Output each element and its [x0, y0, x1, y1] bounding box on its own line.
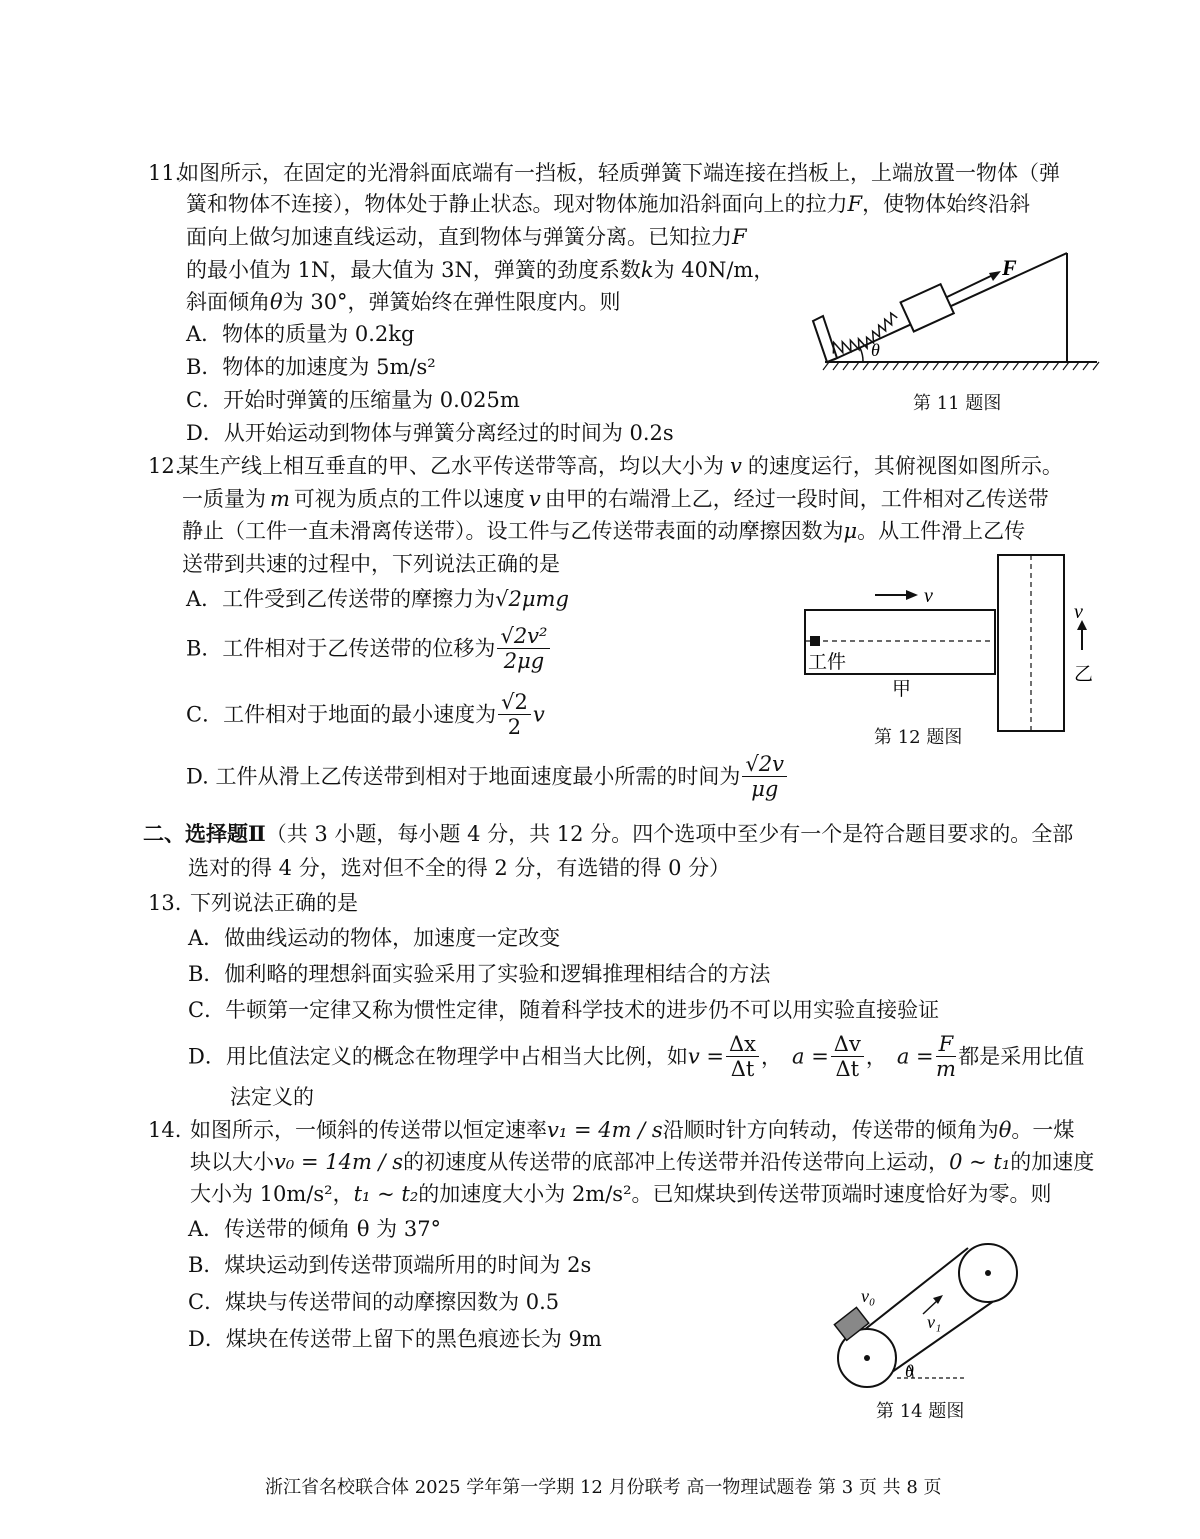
q11-figure	[805, 245, 1105, 385]
q14-number: 14.	[148, 1118, 182, 1142]
q11-stem-line-1: 如图所示，在固定的光滑斜面底端有一挡板，轻质弹簧下端连接在挡板上，上端放置一物体（弹	[178, 161, 1060, 185]
q12-number: 12.	[148, 454, 182, 478]
q12-figure-jia-label: 甲	[892, 678, 912, 700]
q11-option-c: C．开始时弹簧的压缩量为 0.025m	[186, 388, 520, 412]
q11-stem-line-2: 簧和物体不连接），物体处于静止状态。现对物体施加沿斜面向上的拉力F，使物体始终沿斜	[186, 192, 1031, 216]
q12-option-b: B．工件相对于乙传送带的位移为 $\frac{\text{√2v²}}{2\mu g}$	[186, 624, 552, 673]
q11-stem-line-4: 的最小值为 1N，最大值为 3N，弹簧的劲度系数k为 40N/m，	[186, 258, 775, 282]
q14-stem-line-1: 如图所示，一倾斜的传送带以恒定速率v₁ = 4m / s沿顺时针方向转动，传送带的倾角为θ。一煤	[190, 1118, 1075, 1142]
q14-stem-line-3: 大小为 10m/s²，t₁ ~ t₂的加速度大小为 2m/s²。已知煤块到传送带顶端时速度恰好为零。则	[190, 1182, 1052, 1206]
q12-option-a: A．工件受到乙传送带的摩擦力为√2μmg	[186, 587, 569, 611]
q13-option-d: D．用比值法定义的概念在物理学中占相当大比例，如v = $\frac{\Delta x}{\Delta t}$ ， a = $\frac{\Delta v}{\Delta t}$ ， a = $\frac{F}{m}$ 都是采用比值	[188, 1032, 1085, 1081]
q14-option-b: B．煤块运动到传送带顶端所用的时间为 2s	[188, 1253, 592, 1277]
q12-figure-workpiece-label: 工件	[808, 651, 847, 673]
q11-stem-line-3: 面向上做匀加速直线运动，直到物体与弹簧分离。已知拉力F	[186, 225, 747, 249]
q14-option-a: A．传送带的倾角 θ 为 37°	[188, 1217, 442, 1241]
q11-number: 11.	[148, 161, 182, 185]
q14-figure-v0-label: v₀	[861, 1286, 876, 1306]
page-footer: 浙江省名校联合体 2025 学年第一学期 12 月份联考 高一物理试题卷 第 3 页 共 8 页	[265, 1477, 942, 1498]
q14-figure	[825, 1240, 1005, 1390]
q12-figure-workpiece	[810, 636, 820, 646]
q12-option-c: C．工件相对于地面的最小速度为 $\frac{√2}{2}$ v	[186, 690, 545, 739]
q11-figure-caption: 第 11 题图	[913, 393, 1002, 414]
q14-stem-line-2: 块以大小v₀ = 14m / s的初速度从传送带的底部冲上传送带并沿传送带向上运动，0 ~ t₁的加速度	[190, 1150, 1095, 1174]
q11-option-b: B．物体的加速度为 5m/s²	[186, 355, 436, 379]
q12-stem-line-1: 某生产线上相互垂直的甲、乙水平传送带等高，均以大小为 v 的速度运行，其俯视图如图所示。	[178, 454, 1063, 478]
q14-figure-angle-label: θ	[905, 1361, 914, 1381]
q13-stem: 下列说法正确的是	[190, 891, 358, 915]
q13-number: 13.	[148, 891, 182, 915]
q14-option-c: C．煤块与传送带间的动摩擦因数为 0.5	[188, 1290, 560, 1314]
q13-option-d-line-2: 法定义的	[230, 1085, 314, 1109]
section-2-line-1: 二、选择题Ⅱ（共 3 小题，每小题 4 分，共 12 分。四个选项中至少有一个是符合题目要求的。全部	[143, 821, 1074, 846]
q11-stem-line-5: 斜面倾角θ为 30°，弹簧始终在弹性限度内。则	[186, 290, 621, 314]
q12-figure-v-top: v	[924, 585, 933, 607]
q11-figure-angle-label: θ	[871, 340, 880, 360]
q13-option-c: C．牛顿第一定律又称为惯性定律，随着科学技术的进步仍不可以用实验直接验证	[188, 998, 940, 1022]
q12-option-d: D. 工件从滑上乙传送带到相对于地面速度最小所需的时间为 $\frac{√2v}{\mu g}$	[186, 752, 789, 801]
q13-option-b: B．伽利略的理想斜面实验采用了实验和逻辑推理相结合的方法	[188, 962, 771, 986]
q13-option-a: A．做曲线运动的物体，加速度一定改变	[188, 926, 561, 950]
q11-option-a: A．物体的质量为 0.2kg	[186, 322, 415, 346]
q14-figure-caption: 第 14 题图	[876, 1401, 965, 1422]
q12-figure-caption: 第 12 题图	[874, 727, 963, 748]
q12-stem-line-3: 静止（工件一直未滑离传送带）。设工件与乙传送带表面的动摩擦因数为μ。从工件滑上乙传	[182, 519, 1026, 543]
q12-figure-v-right: v	[1074, 601, 1083, 623]
q12-stem-line-2: 一质量为 m 可视为质点的工件以速度 v 由甲的右端滑上乙，经过一段时间，工件相对乙传送带	[182, 487, 1049, 511]
q14-figure-v1-label: v₁	[927, 1312, 942, 1332]
q12-figure-yi-label: 乙	[1074, 663, 1094, 685]
q11-figure-force-label: F	[1002, 255, 1017, 280]
section-2-line-2: 选对的得 4 分，选对但不全的得 2 分，有选错的得 0 分）	[188, 856, 731, 880]
q12-stem-line-4: 送带到共速的过程中，下列说法正确的是	[182, 552, 560, 576]
q12-figure	[800, 550, 1100, 740]
q14-option-d: D．煤块在传送带上留下的黑色痕迹长为 9m	[188, 1327, 602, 1351]
q11-option-d: D．从开始运动到物体与弹簧分离经过的时间为 0.2s	[186, 421, 674, 445]
